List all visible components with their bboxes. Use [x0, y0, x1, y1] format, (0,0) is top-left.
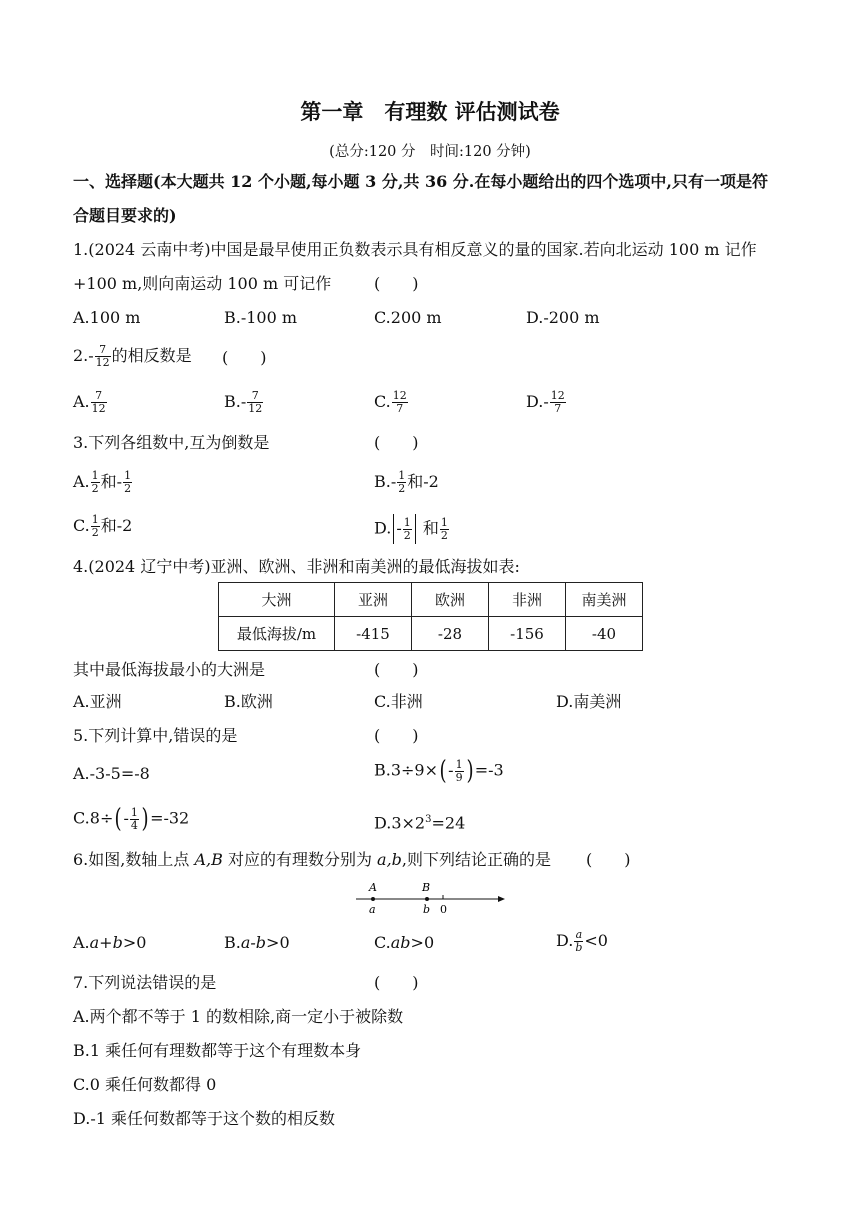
q5-option-a: A.-3-5=-8 [73, 764, 150, 783]
q4-option-a: A.亚洲 [73, 692, 122, 711]
q4-follow: 其中最低海拔最小的大洲是 [73, 660, 266, 679]
q1-option-c: C.200 m [374, 308, 442, 327]
value-b-label: b [423, 903, 431, 916]
q2-option-b: B.- $\frac{7}{12}$ [224, 389, 263, 415]
q1-option-d: D.-200 m [526, 308, 600, 327]
q5-answer-paren: ( ) [374, 726, 419, 745]
q6-stem: 6.如图,数轴上点 A,B 对应的有理数分别为 a,b,则下列结论正确的是 [73, 850, 552, 869]
q6-option-d: D. $\frac{a}{b}$ <0 [556, 928, 608, 954]
page-title: 第一章 有理数 评估测试卷 [300, 100, 560, 124]
q1-stem-line2: +100 m,则向南运动 100 m 可记作 [73, 274, 332, 293]
point-a-label: A [369, 881, 377, 894]
q1-answer-paren: ( ) [374, 274, 419, 293]
q1-option-b: B.-100 m [224, 308, 298, 327]
q4-stem: 4.(2024 辽宁中考)亚洲、欧洲、非洲和南美洲的最低海拔如表: [73, 557, 520, 576]
q6-answer-paren: ( ) [586, 850, 631, 869]
q2-option-d: D.- $\frac{12}{7}$ [526, 389, 565, 415]
q3-option-c: C. $\frac{1}{2}$ 和-2 [73, 513, 133, 539]
q2-fraction: $\frac{7}{12}$ [95, 343, 110, 369]
table-header-cell: 欧洲 [412, 583, 489, 617]
table-header-cell: 南美洲 [566, 583, 643, 617]
q7-stem: 7.下列说法错误的是 [73, 973, 217, 992]
section-heading-line2: 合题目要求的) [73, 206, 177, 225]
q7-option-d: D.-1 乘任何数都等于这个数的相反数 [73, 1109, 336, 1128]
q2-stem: 2.- $\frac{7}{12}$ 的相反数是 [73, 343, 192, 369]
table-header-cell: 大洲 [219, 583, 335, 617]
point-b-label: B [422, 881, 431, 894]
q7-option-c: C.0 乘任何数都得 0 [73, 1075, 217, 1094]
q4-option-d: D.南美洲 [556, 692, 622, 711]
q1-option-a: A.100 m [73, 308, 141, 327]
point-b-dot [425, 897, 429, 901]
q5-stem: 5.下列计算中,错误的是 [73, 726, 238, 745]
q3-option-d: D. - $\frac{1}{2}$ 和 $\frac{1}{2}$ [374, 514, 450, 544]
q4-option-b: B.欧洲 [224, 692, 273, 711]
table-cell: -28 [412, 617, 489, 651]
table-row [219, 583, 643, 617]
q7-option-a: A.两个都不等于 1 的数相除,商一定小于被除数 [73, 1007, 404, 1026]
q3-stem: 3.下列各组数中,互为倒数是 [73, 433, 270, 452]
q2-option-c: C. $\frac{12}{7}$ [374, 389, 407, 415]
zero-label: 0 [440, 903, 447, 916]
table-cell: -40 [566, 617, 643, 651]
altitude-table [218, 582, 643, 651]
q6-option-c: C.ab>0 [374, 933, 435, 952]
value-a-label: a [369, 903, 376, 916]
q1-stem-line1: 1.(2024 云南中考)中国是最早使用正负数表示具有相反意义的量的国家.若向北运动 100 m 记作 [73, 240, 757, 259]
q4-answer-paren: ( ) [374, 660, 419, 679]
arrow-head-icon [498, 896, 505, 902]
q7-answer-paren: ( ) [374, 973, 419, 992]
q5-option-d: $D.3\times 2^3=24$ [374, 813, 466, 833]
q3-answer-paren: ( ) [374, 433, 419, 452]
table-cell: 最低海拔/m [219, 617, 335, 651]
number-line-figure [350, 878, 510, 918]
page-subtitle: (总分:120 分 时间:120 分钟) [329, 144, 531, 160]
q6-option-b: B.a-b>0 [224, 933, 290, 952]
table-header-cell: 亚洲 [335, 583, 412, 617]
q5-option-b: B.3÷9×(- $\frac{1}{9}$ )=-3 [374, 756, 504, 786]
table-cell: -156 [489, 617, 566, 651]
table-cell: -415 [335, 617, 412, 651]
q5-option-c: C.8÷(- $\frac{1}{4}$ )=-32 [73, 804, 190, 834]
point-a-dot [371, 897, 375, 901]
q2-option-a: A. $\frac{7}{12}$ [73, 389, 106, 415]
q6-option-a: A.a+b>0 [73, 933, 147, 952]
section-heading-line1: 一、选择题(本大题共 12 个小题,每小题 3 分,共 36 分.在每小题给出的四个选项中,只有一项是符 [73, 172, 768, 191]
q2-answer-paren: ( ) [222, 348, 267, 367]
table-header-cell: 非洲 [489, 583, 566, 617]
q4-option-c: C.非洲 [374, 692, 423, 711]
q3-option-b: B.- $\frac{1}{2}$ 和-2 [374, 469, 439, 495]
q7-option-b: B.1 乘任何有理数都等于这个有理数本身 [73, 1041, 362, 1060]
q3-option-a: A. $\frac{1}{2}$ 和- $\frac{1}{2}$ [73, 469, 132, 495]
table-row [219, 617, 643, 651]
